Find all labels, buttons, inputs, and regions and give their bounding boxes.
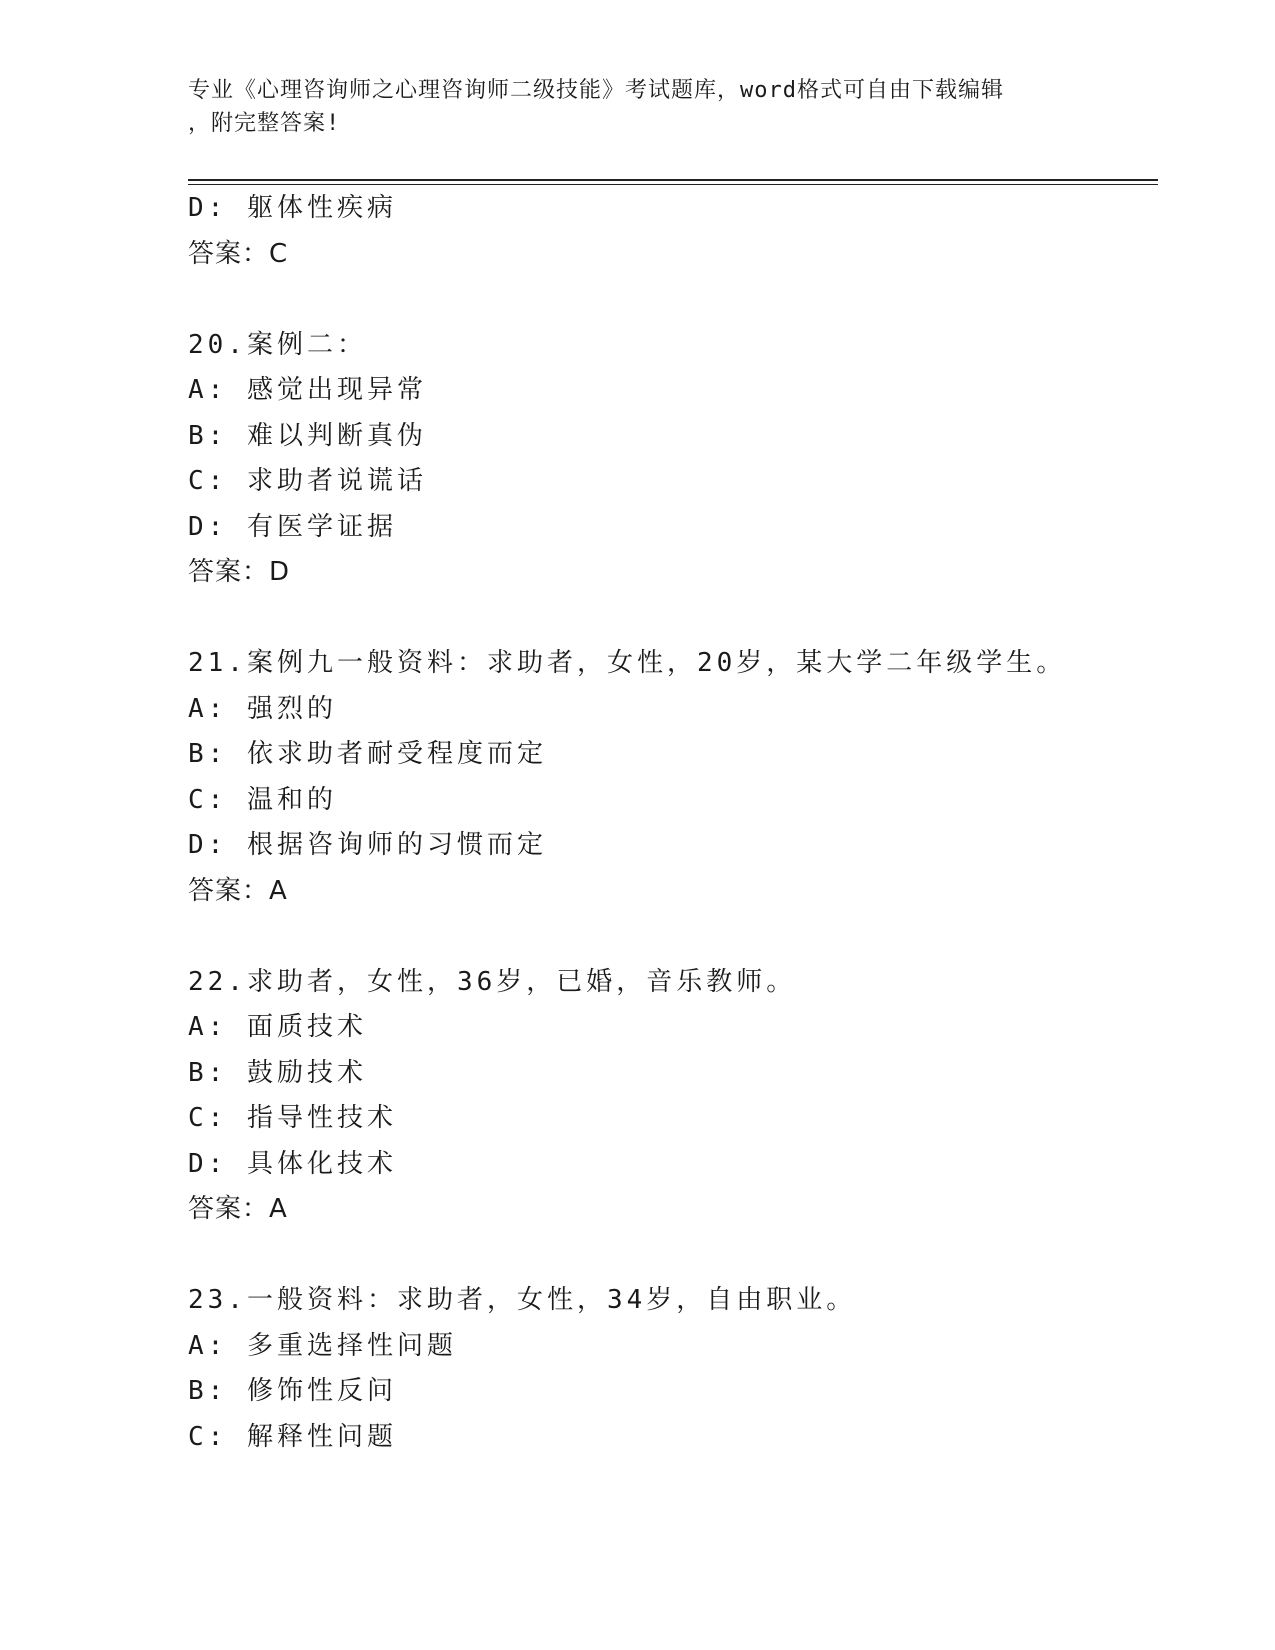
answer-line: 答案：A — [188, 1194, 288, 1224]
option-b: B: 难以判断真伪 — [188, 420, 427, 451]
header-line-1: 专业《心理咨询师之心理咨询师二级技能》考试题库，word格式可自由下载编辑 — [188, 78, 1004, 103]
spacer — [188, 914, 1148, 960]
option-c: C: 解释性问题 — [188, 1421, 397, 1452]
option-d: D: 躯体性疾病 — [188, 193, 397, 223]
spacer — [188, 1233, 1148, 1279]
question-23 — [188, 1278, 1148, 1460]
answer-line: 答案：C — [188, 238, 289, 269]
option-b: B: 依求助者耐受程度而定 — [188, 739, 547, 769]
option-a: A: 感觉出现异常 — [188, 375, 427, 405]
header-line-2: ，附完整答案! — [188, 111, 341, 136]
option-a: A: 多重选择性问题 — [188, 1330, 457, 1361]
answer-line: 答案：A — [188, 875, 288, 906]
question-fragment — [188, 186, 1148, 277]
option-b: B: 鼓励技术 — [188, 1057, 367, 1088]
answer-line: 答案：D — [188, 557, 291, 587]
document-header — [188, 74, 1088, 140]
question-stem: 23.一般资料：求助者，女性，34岁，自由职业。 — [188, 1285, 857, 1315]
option-c: C: 求助者说谎话 — [188, 466, 427, 496]
option-d: D: 有医学证据 — [188, 511, 397, 542]
question-stem: 21.案例九一般资料：求助者，女性，20岁，某大学二年级学生。 — [188, 648, 1067, 678]
header-rule-thin — [188, 184, 1158, 185]
option-a: A: 强烈的 — [188, 693, 337, 724]
question-list — [188, 186, 1148, 1460]
option-d: D: 具体化技术 — [188, 1148, 397, 1179]
question-stem: 22.求助者，女性，36岁，已婚，音乐教师。 — [188, 966, 797, 997]
spacer — [188, 596, 1148, 642]
question-20 — [188, 323, 1148, 596]
question-21 — [188, 641, 1148, 914]
question-stem: 20.案例二： — [188, 329, 367, 360]
option-c: C: 温和的 — [188, 784, 337, 815]
option-c: C: 指导性技术 — [188, 1103, 397, 1133]
question-22 — [188, 960, 1148, 1233]
option-a: A: 面质技术 — [188, 1012, 367, 1042]
option-b: B: 修饰性反问 — [188, 1376, 397, 1406]
spacer — [188, 277, 1148, 323]
option-d: D: 根据咨询师的习惯而定 — [188, 830, 547, 860]
header-rule-thick — [188, 179, 1158, 181]
